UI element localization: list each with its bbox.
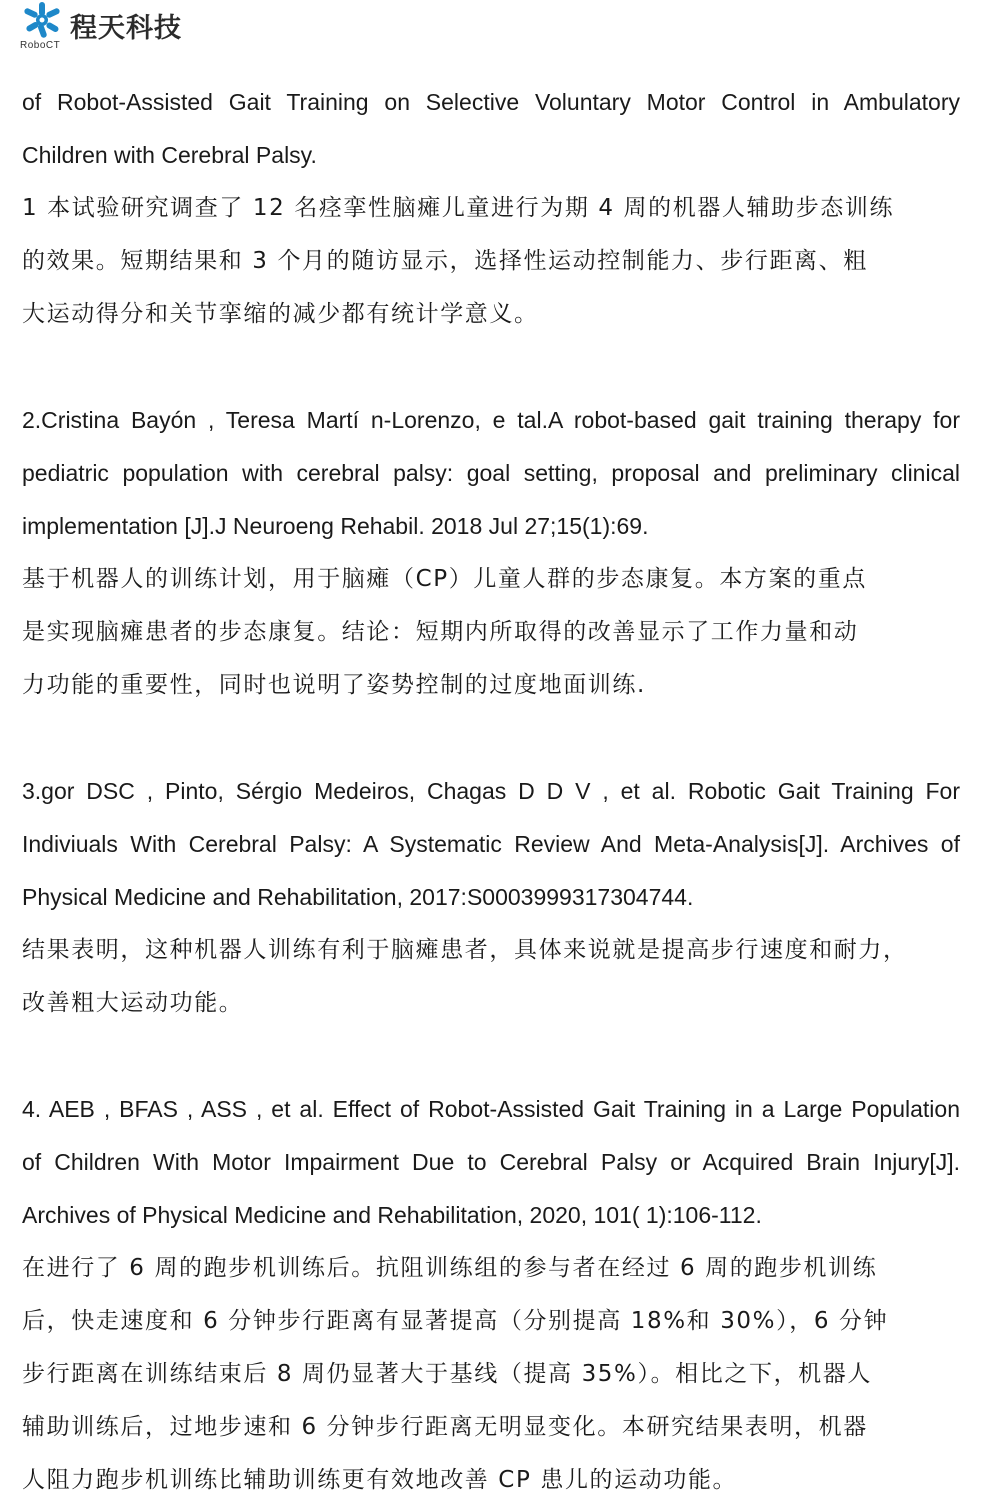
reference-summary-line: 力功能的重要性，同时也说明了姿势控制的过度地面训练. — [22, 672, 646, 698]
reference-summary-line: 基于机器人的训练计划，用于脑瘫（CP）儿童人群的步态康复。本方案的重点 — [22, 566, 867, 592]
reference-summary-line: 的效果。短期结果和 3 个月的随访显示，选择性运动控制能力、步行距离、粗 — [22, 248, 868, 274]
reference-summary-line: 1 本试验研究调查了 12 名痉挛性脑瘫儿童进行为期 4 周的机器人辅助步态训练 — [22, 195, 895, 221]
reference-item-1 — [22, 76, 960, 341]
reference-citation-line: implementation [J].J Neuroeng Rehabil. 2018 Jul 27;15(1):69. — [22, 513, 649, 539]
reference-summary-line: 人阻力跑步机训练比辅助训练更有效地改善 CP 患儿的运动功能。 — [22, 1467, 738, 1493]
reference-item-4 — [22, 1083, 960, 1507]
reference-summary-line: 辅助训练后，过地步速和 6 分钟步行距离无明显变化。本研究结果表明，机器 — [22, 1414, 868, 1440]
reference-summary-line: 在进行了 6 周的跑步机训练后。抗阻训练组的参与者在经过 6 周的跑步机训练 — [22, 1255, 878, 1281]
brand-subtitle: RoboCT — [20, 40, 61, 51]
reference-citation-line: Indiviuals With Cerebral Palsy: A Systematic Review And Meta-Analysis[J]. Archives of — [22, 831, 960, 857]
reference-summary-line: 大运动得分和关节挛缩的减少都有统计学意义。 — [22, 301, 539, 327]
reference-citation-line: Archives of Physical Medicine and Rehabilitation, 2020, 101( 1):106-112. — [22, 1202, 762, 1228]
reference-summary-line: 结果表明，这种机器人训练有利于脑瘫患者，具体来说就是提高步行速度和耐力， — [22, 937, 908, 963]
reference-list — [22, 76, 960, 1507]
reference-summary-line: 步行距离在训练结束后 8 周仍显著大于基线（提高 35%）。相比之下，机器人 — [22, 1361, 872, 1387]
reference-citation-line: 2.Cristina Bayón , Teresa Martí n-Lorenzo, e tal.A robot-based gait training therapy for — [22, 407, 960, 433]
paragraph-spacer — [22, 1030, 960, 1083]
paragraph-spacer — [22, 712, 960, 765]
reference-summary-line: 是实现脑瘫患者的步态康复。结论：短期内所取得的改善显示了工作力量和动 — [22, 619, 859, 645]
reference-citation-line: Physical Medicine and Rehabilitation, 2017:S0003999317304744. — [22, 884, 694, 910]
brand-name: 程天科技 — [70, 13, 182, 44]
reference-item-2 — [22, 394, 960, 712]
reference-citation-line: Children with Cerebral Palsy. — [22, 142, 317, 168]
reference-citation-line: of Children With Motor Impairment Due to Cerebral Palsy or Acquired Brain Injury[J]. — [22, 1149, 960, 1175]
roboct-logo-icon — [20, 0, 64, 40]
reference-item-3 — [22, 765, 960, 1030]
reference-citation-line: of Robot-Assisted Gait Training on Selective Voluntary Motor Control in Ambulatory — [22, 89, 960, 115]
reference-citation-line: pediatric population with cerebral palsy: goal setting, proposal and preliminary clinical — [22, 460, 960, 486]
reference-citation-line: 4. AEB , BFAS , ASS , et al. Effect of Robot-Assisted Gait Training in a Large Population — [22, 1096, 960, 1122]
reference-citation-line: 3.gor DSC , Pinto, Sérgio Medeiros, Chagas D D V , et al. Robotic Gait Training For — [22, 778, 960, 804]
page-header — [18, 0, 318, 56]
paragraph-spacer — [22, 341, 960, 394]
reference-summary-line: 后，快走速度和 6 分钟步行距离有显著提高（分别提高 18%和 30%），6 分钟 — [22, 1308, 889, 1334]
reference-summary-line: 改善粗大运动功能。 — [22, 990, 244, 1016]
